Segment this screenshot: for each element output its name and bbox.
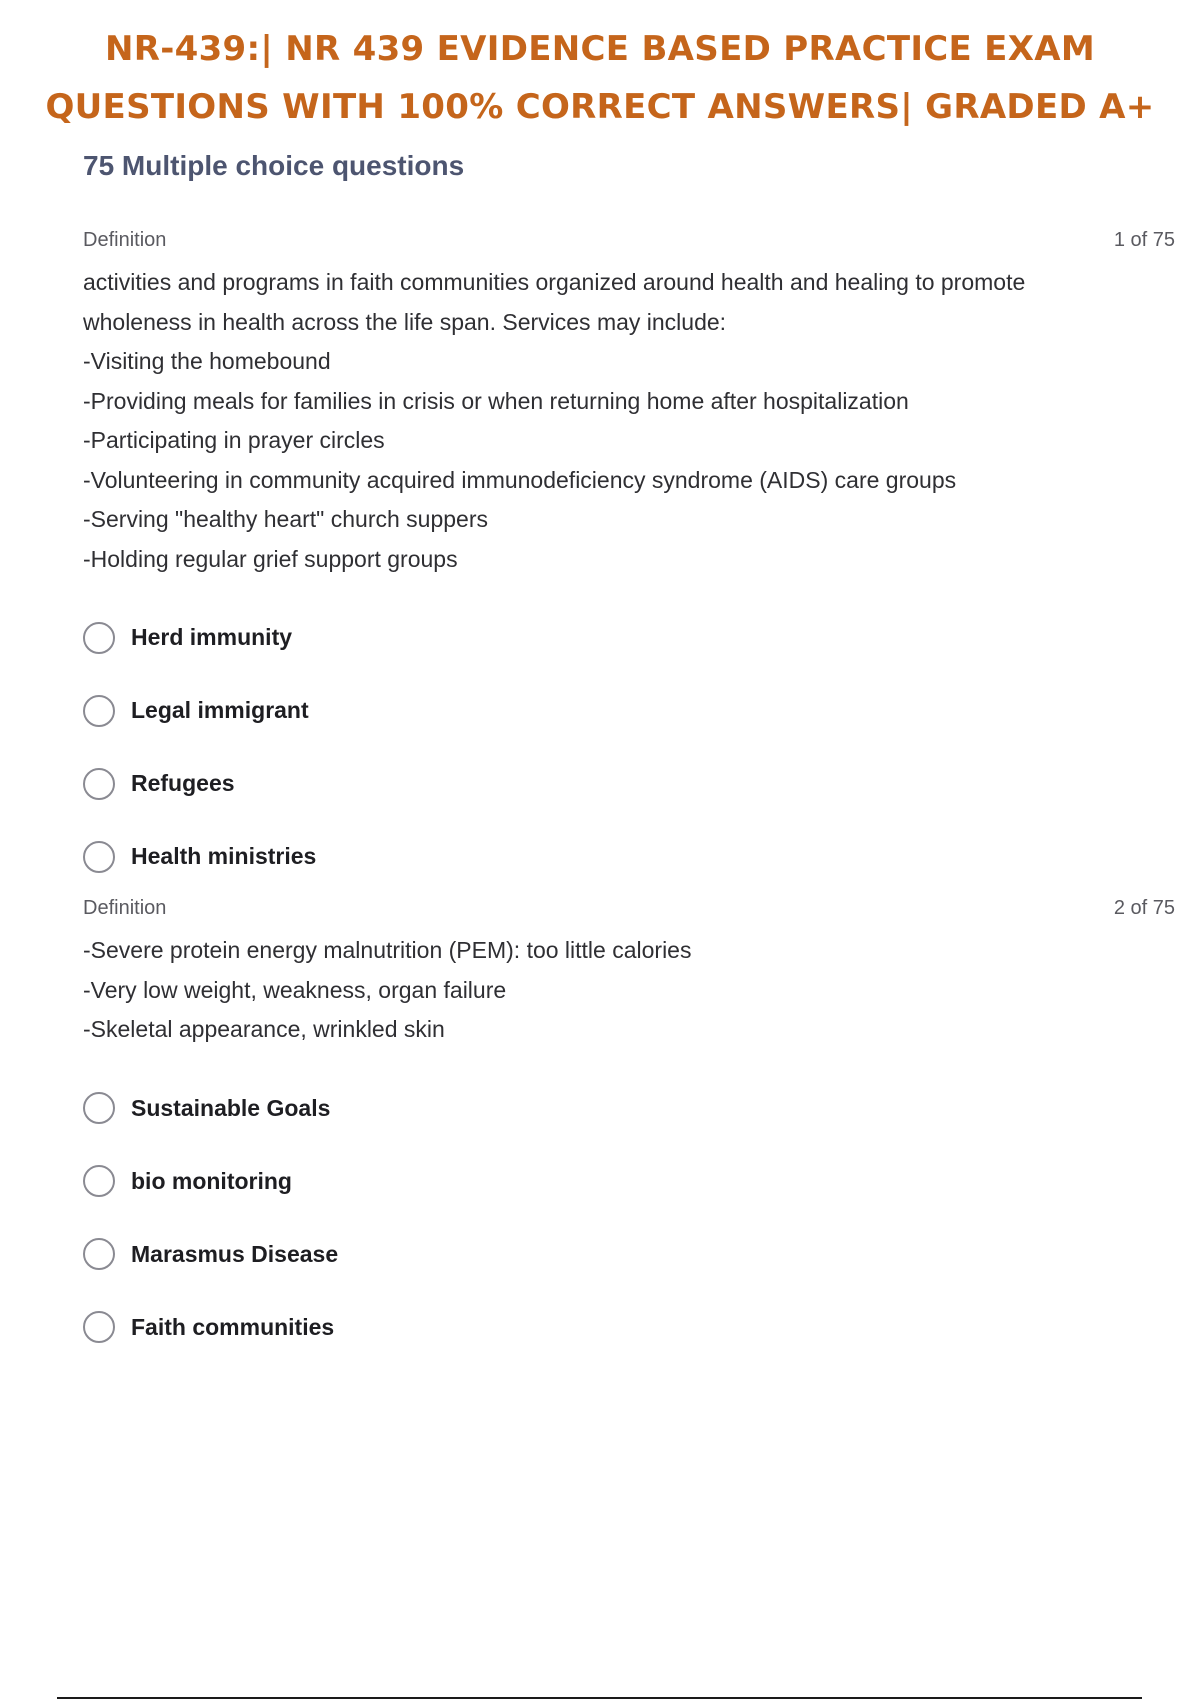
answer-option-label: Faith communities: [131, 1313, 335, 1340]
answer-option-legal-immigrant[interactable]: [83, 674, 1175, 747]
prompt-line: -Volunteering in community acquired immunodeficiency syndrome (AIDS) care groups: [83, 466, 957, 493]
answer-option-refugees[interactable]: [83, 747, 1175, 820]
answer-option-label: bio monitoring: [131, 1167, 292, 1194]
document-title: [0, 20, 1200, 136]
radio-button[interactable]: [83, 768, 115, 800]
prompt-line: -Very low weight, weakness, organ failure: [83, 976, 507, 1003]
title-line-1: NR-439:| NR 439 EVIDENCE BASED PRACTICE EXAM: [105, 29, 1095, 69]
answer-option-health-ministries[interactable]: [83, 820, 1175, 893]
answer-option-label: Sustainable Goals: [131, 1094, 331, 1121]
prompt-line: -Providing meals for families in crisis or when returning home after hospitalization: [83, 387, 909, 414]
answer-option-sustainable-goals[interactable]: [83, 1072, 1175, 1145]
answer-options: [83, 601, 1175, 893]
prompt-line: activities and programs in faith communities organized around health and healing to promote: [83, 269, 1026, 295]
page-bottom-divider: [57, 1697, 1142, 1699]
answer-option-marasmus-disease[interactable]: [83, 1218, 1175, 1291]
answer-option-herd-immunity[interactable]: [83, 601, 1175, 674]
prompt-line: -Participating in prayer circles: [83, 427, 385, 453]
radio-button[interactable]: [83, 1311, 115, 1343]
prompt-line: -Holding regular grief support groups: [83, 545, 458, 572]
question-header: [83, 225, 1175, 255]
question-card-1: [83, 225, 1175, 893]
radio-button[interactable]: [83, 1165, 115, 1197]
answer-option-label: Herd immunity: [131, 624, 293, 650]
answer-option-label: Marasmus Disease: [131, 1240, 339, 1267]
prompt-line: -Visiting the homebound: [83, 348, 331, 374]
radio-button[interactable]: [83, 622, 115, 654]
answer-option-label: Refugees: [131, 770, 235, 796]
prompt-line: wholeness in health across the life span. Services may include:: [83, 308, 727, 335]
answer-option-label: Health ministries: [131, 843, 317, 869]
question-counter: 2 of 75: [1113, 897, 1175, 919]
answer-option-faith-communities[interactable]: [83, 1291, 1175, 1364]
question-header: [83, 893, 1175, 923]
radio-button[interactable]: [83, 1092, 115, 1124]
radio-button[interactable]: [83, 695, 115, 727]
radio-button[interactable]: [83, 1238, 115, 1270]
prompt-line: -Serving "healthy heart" church suppers: [83, 506, 488, 532]
question-count-heading: 75 Multiple choice questions: [83, 150, 465, 181]
answer-option-bio-monitoring[interactable]: [83, 1145, 1175, 1218]
question-type-label: Definition: [83, 229, 167, 251]
radio-button[interactable]: [83, 841, 115, 873]
title-line-2: QUESTIONS WITH 100% CORRECT ANSWERS| GRADED A+: [45, 87, 1155, 127]
question-type-label: Definition: [83, 897, 167, 919]
prompt-line: -Skeletal appearance, wrinkled skin: [83, 1016, 445, 1042]
question-card-2: [83, 893, 1175, 1364]
question-counter: 1 of 75: [1113, 229, 1175, 251]
answer-option-label: Legal immigrant: [131, 697, 309, 723]
question-prompt: [83, 263, 1175, 579]
question-prompt: [83, 931, 1175, 1050]
prompt-line: -Severe protein energy malnutrition (PEM): too little calories: [83, 937, 692, 963]
answer-options: [83, 1072, 1175, 1364]
